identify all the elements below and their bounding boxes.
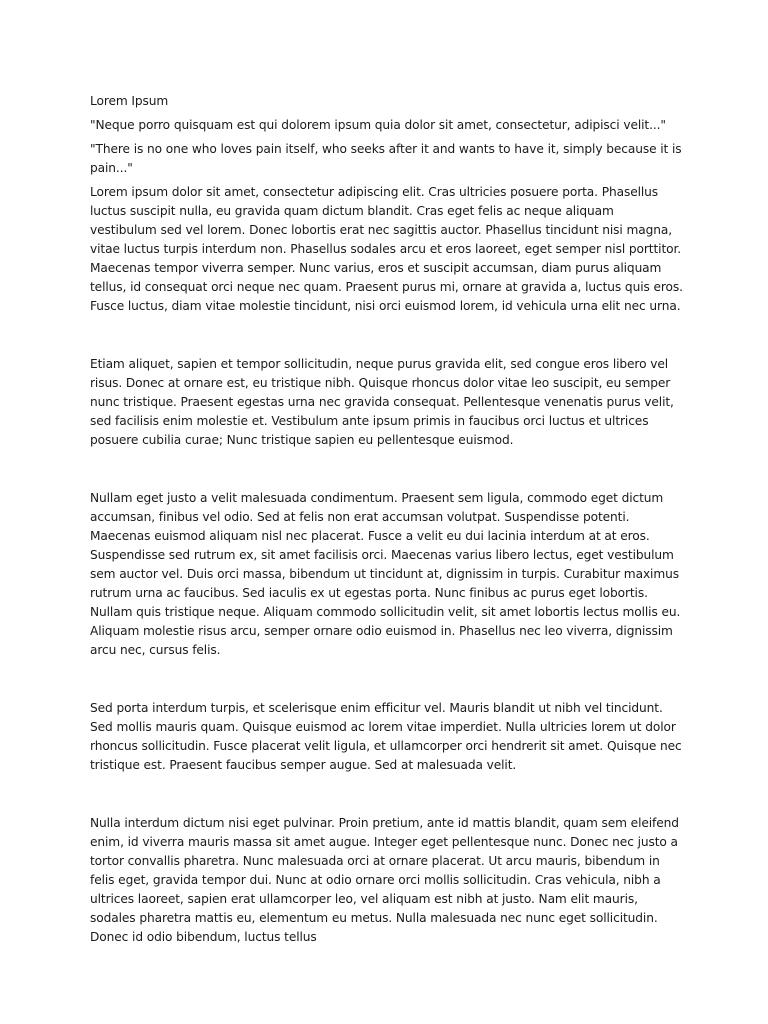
quote-1: "Neque porro quisquam est qui dolorem ipsum quia dolor sit amet, consectetur, adipisci velit...": [90, 118, 666, 132]
paragraph-4: Sed porta interdum turpis, et scelerisque enim efficitur vel. Mauris blandit ut nibh vel tincidunt. Sed mollis mauris quam. Quisque euismod ac lorem vitae imperdiet. Nulla ultricies lorem ut dolor rhoncus sollicitudin. Fusce placerat velit ligula, et ullamcorper orci hendrerit sit amet. Quisque nec tristique est. Praesent faucibus semper augue. Sed at malesuada velit.: [90, 701, 682, 772]
paragraph-1: Lorem ipsum dolor sit amet, consectetur adipiscing elit. Cras ultricies posuere porta. Phasellus luctus suscipit nulla, eu gravida quam dictum blandit. Cras eget felis ac neque aliquam vestibulum sed vel lorem. Donec lobortis erat nec sagittis auctor. Phasellus tincidunt nisi magna, vitae luctus turpis interdum non. Phasellus sodales arcu et eros laoreet, eget semper nisl porttitor. Maecenas tempor viverra semper. Nunc varius, eros et suscipit accumsan, diam purus aliquam tellus, id consequat orci neque nec quam. Praesent purus mi, ornare at gravida a, luctus quis eros. Fusce luctus, diam vitae molestie tincidunt, nisi orci euismod lorem, id vehicula urna elit nec urna.: [90, 185, 683, 313]
document-title: Lorem Ipsum: [90, 94, 169, 108]
quote-2: "There is no one who loves pain itself, who seeks after it and wants to have it, simply because it is pain...": [90, 142, 682, 175]
paragraph-5: Nulla interdum dictum nisi eget pulvinar. Proin pretium, ante id mattis blandit, quam sem eleifend enim, id viverra mauris massa sit amet augue. Integer eget pellentesque nunc. Donec nec justo a tortor convallis pharetra. Nunc malesuada orci at ornare placerat. Ut arcu mauris, bibendum in felis eget, gravida tempor dui. Nunc at odio ornare orci mollis sollicitudin. Cras vehicula, nibh a ultrices laoreet, sapien erat ullamcorper leo, vel aliquam est nibh at justo. Nam elit mauris, sodales pharetra mattis eu, elementum eu metus. Nulla malesuada nec nunc eget sollicitudin. Donec id odio bibendum, luctus tellus: [90, 816, 679, 944]
paragraph-3: Nullam eget justo a velit malesuada condimentum. Praesent sem ligula, commodo eget dictum accumsan, finibus vel odio. Sed at felis non erat accumsan volutpat. Suspendisse potenti. Maecenas euismod aliquam nisl nec placerat. Fusce a velit eu dui lacinia interdum at at eros. Suspendisse sed rutrum ex, sit amet facilisis orci. Maecenas varius libero lectus, eget vestibulum sem auctor vel. Duis orci massa, bibendum ut tincidunt at, dignissim in turpis. Curabitur maximus rutrum urna ac faucibus. Sed iaculis ex ut egestas porta. Nunc finibus ac purus eget lobortis. Nullam quis tristique neque. Aliquam commodo sollicitudin velit, sit amet lobortis lectus mollis eu. Aliquam molestie risus arcu, semper ornare odio euismod in. Phasellus nec leo viverra, dignissim arcu nec, cursus felis.: [90, 491, 681, 657]
paragraph-2: Etiam aliquet, sapien et tempor sollicitudin, neque purus gravida elit, sed congue eros libero vel risus. Donec at ornare est, eu tristique nibh. Quisque rhoncus dolor vitae leo suscipit, eu semper nunc tristique. Praesent egestas urna nec gravida consequat. Pellentesque venenatis purus velit, sed facilisis enim molestie et. Vestibulum ante ipsum primis in faucibus orci luctus et ultrices posuere cubilia curae; Nunc tristique sapien eu pellentesque euismod.: [90, 357, 674, 447]
document-page: [90, 92, 684, 947]
